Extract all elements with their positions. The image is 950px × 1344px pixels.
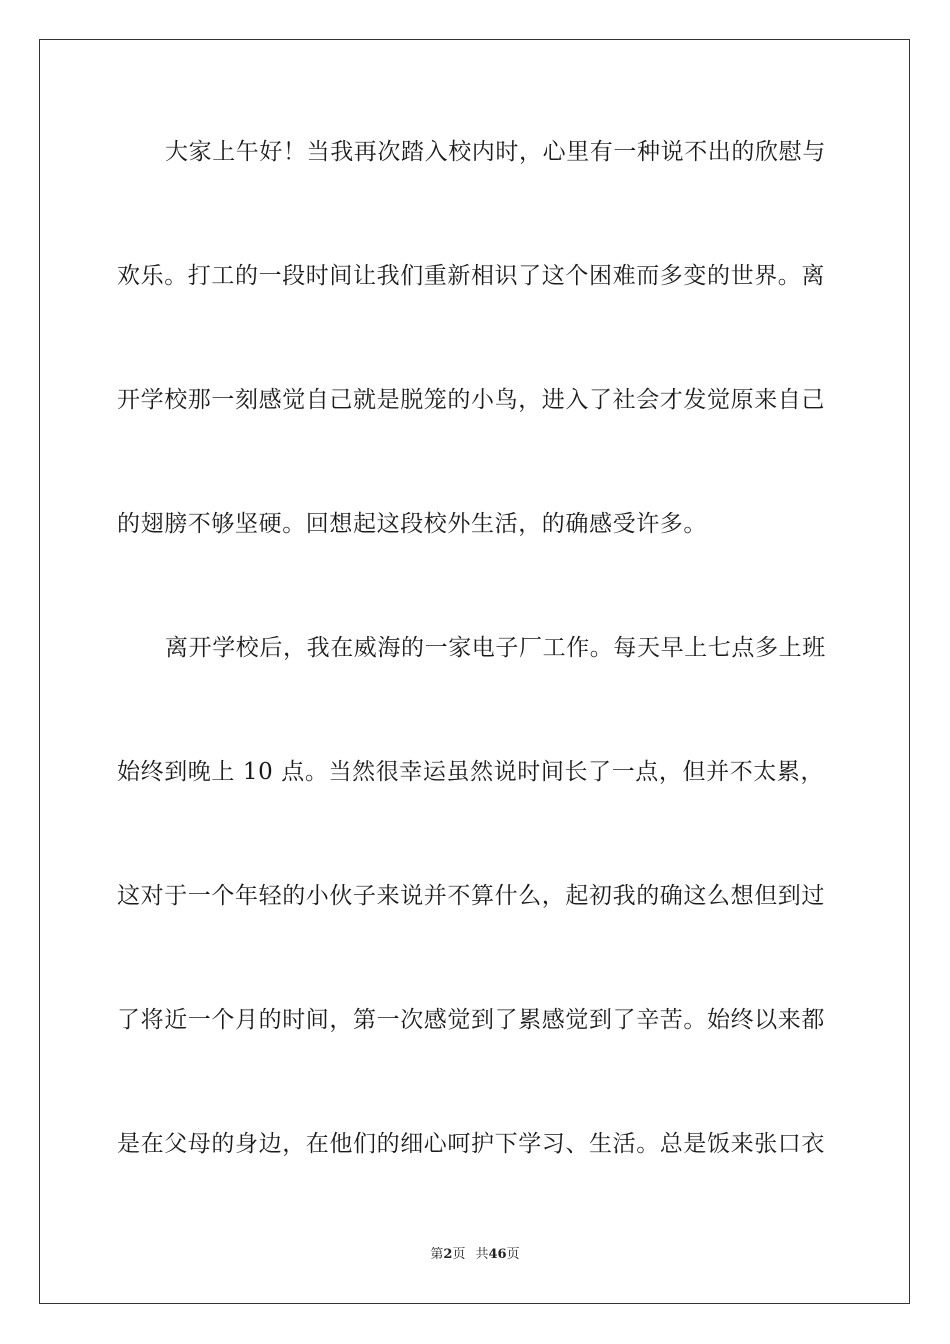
- page-border: [39, 39, 910, 1304]
- page-label-prefix: 第: [430, 1247, 444, 1262]
- paragraph-2-line-1: 离开学校后，我在威海的一家电子厂工作。每天早上七点多上班: [165, 635, 826, 661]
- total-label-prefix: 共: [475, 1247, 489, 1262]
- paragraph-1-line-3: 开学校那一刻感觉自己就是脱笼的小鸟，进入了社会才发觉原来自己: [117, 387, 825, 413]
- page-footer: [0, 1246, 950, 1264]
- paragraph-1-line-1: 大家上午好！当我再次踏入校内时，心里有一种说不出的欣慰与: [165, 139, 826, 165]
- paragraph-1-line-2: 欢乐。打工的一段时间让我们重新相识了这个困难而多变的世界。离: [117, 263, 825, 289]
- paragraph-1-line-4: 的翅膀不够坚硬。回想起这段校外生活，的确感受许多。: [117, 511, 707, 537]
- total-pages: 46: [488, 1247, 507, 1262]
- page-number: 2: [443, 1247, 453, 1262]
- page-label-suffix: 页: [452, 1247, 466, 1262]
- paragraph-2-line-3: 这对于一个年轻的小伙子来说并不算什么，起初我的确这么想但到过: [117, 883, 825, 909]
- paragraph-2-line-2: 始终到晚上 10 点。当然很幸运虽然说时间长了一点，但并不太累，: [117, 759, 825, 785]
- paragraph-2-line-4: 了将近一个月的时间，第一次感觉到了累感觉到了辛苦。始终以来都: [117, 1007, 825, 1033]
- paragraph-2-line-5: 是在父母的身边，在他们的细心呵护下学习、生活。总是饭来张口衣: [117, 1131, 825, 1157]
- total-label-suffix: 页: [506, 1247, 520, 1262]
